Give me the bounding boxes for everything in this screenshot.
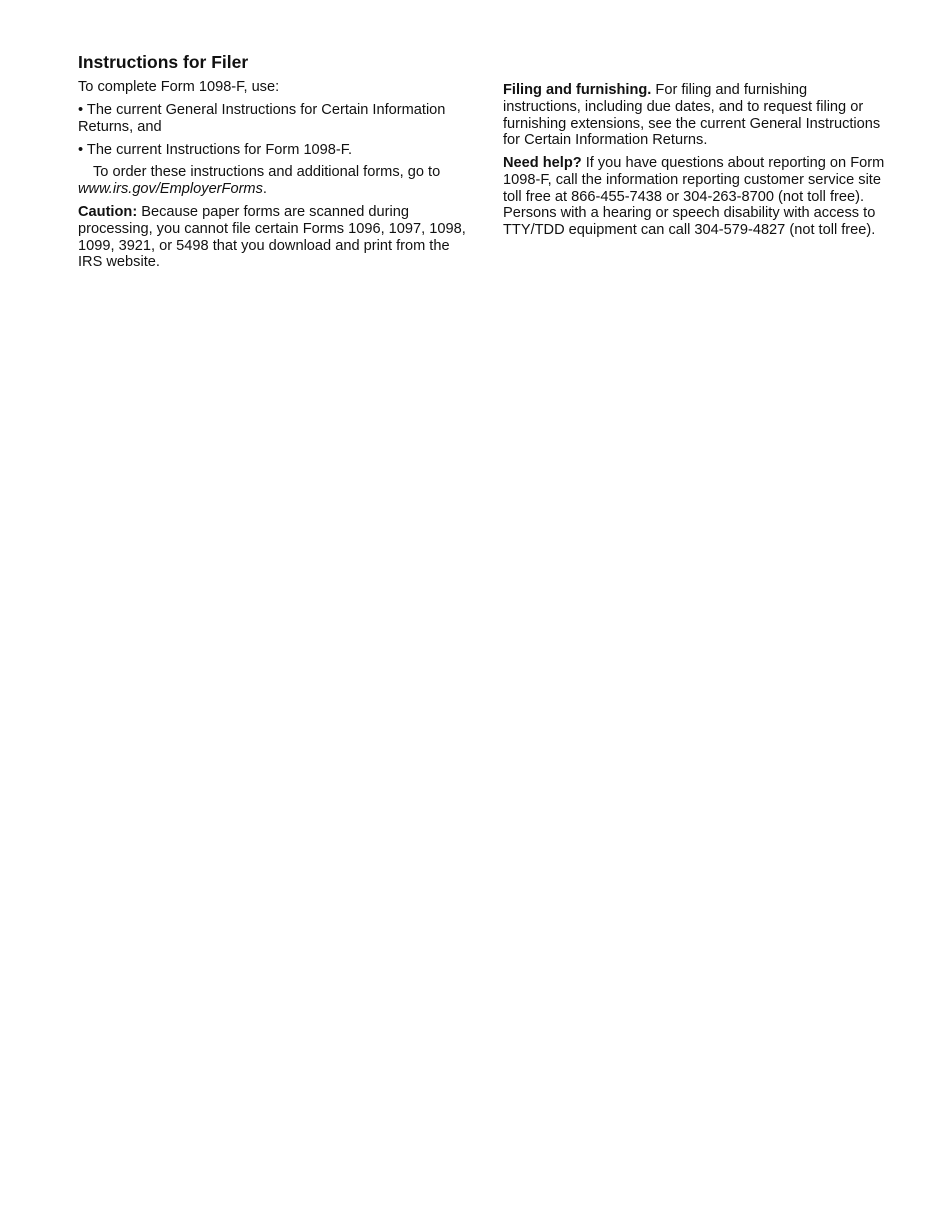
need-help-paragraph: [503, 155, 888, 239]
filing-furnishing-paragraph: [503, 82, 888, 149]
order-forms-end: .: [262, 180, 267, 197]
caution-paragraph: [78, 204, 470, 271]
employer-forms-url[interactable]: www.irs.gov/EmployerForms: [78, 180, 263, 197]
caution-text: Because paper forms are scanned during processing, you cannot file certain Forms 1096, 1097, 1098, 1099, 3921, or 5498 that you download and print from the IRS website.: [78, 204, 466, 271]
bullet-general-instructions: • The current General Instructions for Certain Information Returns, and: [78, 102, 446, 135]
caution-label: Caution:: [78, 204, 138, 220]
filing-furnishing-text: For filing and furnishing instructions, including due dates, and to request filing or furnishing extensions, see the current General Instructions for Certain Information Returns.: [503, 82, 881, 149]
order-forms-paragraph: [78, 164, 470, 198]
intro-text: To complete Form 1098-F, use:: [78, 79, 280, 95]
bullet-form-instructions: • The current Instructions for Form 1098-F.: [78, 142, 353, 158]
section-heading: Instructions for Filer: [78, 52, 249, 72]
filing-furnishing-label: Filing and furnishing.: [503, 82, 652, 98]
order-forms-text: To order these instructions and additional forms, go to: [93, 164, 441, 180]
need-help-text: If you have questions about reporting on Form 1098-F, call the information reporting customer service site toll free at 866-455-7438 or 304-263-8700 (not toll free). Persons with a hearing or speech disability with access to TTY/TDD equipment can call 304-579-4827 (not toll free).: [503, 155, 885, 239]
need-help-label: Need help?: [503, 155, 582, 171]
